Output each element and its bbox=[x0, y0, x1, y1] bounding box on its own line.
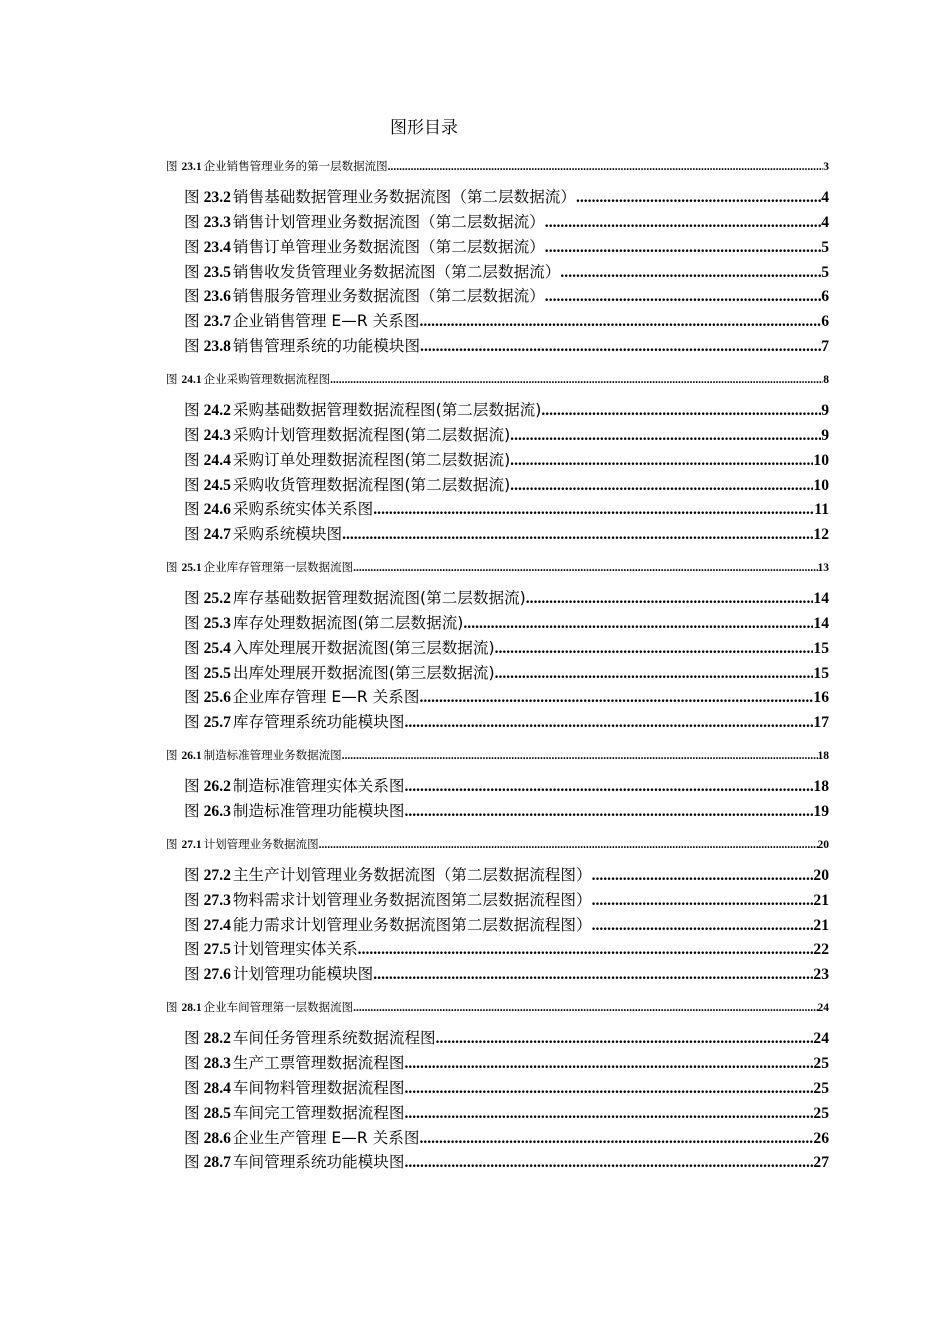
toc-entry-title: 采购计划管理数据流程图(第二层数据流) bbox=[232, 425, 511, 444]
toc-entry-page: 10 bbox=[813, 451, 829, 469]
toc-entry-number: 27.3 bbox=[203, 891, 231, 909]
toc-entry-number: 27.4 bbox=[203, 916, 231, 934]
toc-entry-leader bbox=[353, 999, 817, 1016]
toc-entry-prefix: 图 bbox=[184, 450, 200, 469]
toc-entry-prefix: 图 bbox=[184, 500, 200, 519]
toc-entry-leader bbox=[330, 371, 823, 388]
toc-entry-page: 18 bbox=[817, 750, 829, 763]
toc-entry-number: 28.4 bbox=[203, 1079, 231, 1097]
toc-sub-entry[interactable] bbox=[184, 963, 829, 986]
toc-sub-entry[interactable] bbox=[184, 211, 829, 234]
toc-entry-number: 27.2 bbox=[203, 866, 231, 884]
toc-entry-title: 企业库存管理第一层数据流图 bbox=[203, 560, 354, 575]
toc-sub-entry[interactable] bbox=[184, 662, 829, 685]
toc-sub-entry[interactable] bbox=[184, 889, 829, 912]
toc-entry-prefix: 图 bbox=[184, 237, 200, 256]
toc-entry-title: 企业库存管理 E—R 关系图 bbox=[232, 688, 420, 707]
toc-sub-entry[interactable] bbox=[184, 424, 829, 447]
toc-entry-number: 23.4 bbox=[203, 238, 231, 256]
toc-entry-page: 10 bbox=[813, 476, 829, 494]
toc-entry-number: 24.5 bbox=[203, 476, 231, 494]
toc-main-entry[interactable] bbox=[166, 746, 829, 764]
toc-entry-number: 27.1 bbox=[181, 838, 202, 851]
toc-entry-title: 主生产计划管理业务数据流图（第二层数据流程图） bbox=[232, 865, 592, 884]
toc-entry-leader bbox=[576, 186, 821, 209]
toc-entry-title: 能力需求计划管理业务数据流图第二层数据流程图） bbox=[232, 915, 592, 934]
toc-entry-prefix: 图 bbox=[184, 802, 200, 820]
toc-entry-page: 20 bbox=[813, 866, 829, 884]
toc-entry-prefix: 图 bbox=[184, 890, 200, 909]
toc-entry-title: 销售基础数据管理业务数据流图（第二层数据流） bbox=[232, 188, 576, 206]
toc-entry-number: 27.6 bbox=[203, 966, 231, 984]
toc-entry-leader bbox=[358, 938, 814, 961]
toc-sub-entry[interactable] bbox=[184, 711, 829, 734]
toc-entry-page: 25 bbox=[813, 1104, 829, 1122]
toc-entry-prefix: 图 bbox=[184, 638, 200, 657]
toc-entry-leader bbox=[319, 836, 818, 853]
toc-entry-title: 销售计划管理业务数据流图（第二层数据流） bbox=[232, 212, 545, 231]
toc-entry-number: 28.2 bbox=[203, 1030, 231, 1048]
toc-entry-number: 24.2 bbox=[203, 401, 231, 419]
toc-entry-title: 生产工票管理数据流程图 bbox=[232, 1053, 405, 1072]
toc-entry-number: 25.7 bbox=[203, 714, 231, 732]
toc-entry-leader bbox=[560, 261, 821, 284]
toc-entry-prefix: 图 bbox=[184, 865, 200, 884]
toc-entry-number: 25.5 bbox=[203, 664, 231, 682]
toc-entry-prefix: 图 bbox=[184, 965, 200, 984]
toc-entry-leader bbox=[404, 1077, 813, 1100]
toc-entry-leader bbox=[436, 1027, 814, 1050]
toc-entry-page: 12 bbox=[813, 526, 829, 544]
toc-entry-prefix: 图 bbox=[184, 713, 200, 732]
toc-entry-number: 26.1 bbox=[181, 750, 202, 763]
toc-sub-entry[interactable] bbox=[184, 335, 829, 358]
toc-entry-title: 制造标准管理业务数据流图 bbox=[203, 748, 342, 763]
toc-entry-page: 26 bbox=[813, 1129, 829, 1147]
toc-entry-number: 28.5 bbox=[203, 1104, 231, 1122]
toc-entry-prefix: 图 bbox=[166, 1000, 178, 1015]
toc-sub-entry[interactable] bbox=[184, 474, 829, 497]
toc-entry-title: 采购系统实体关系图 bbox=[232, 500, 374, 519]
toc-entry-prefix: 图 bbox=[184, 425, 200, 444]
toc-entry-prefix: 图 bbox=[184, 475, 200, 494]
toc-entry-leader bbox=[495, 637, 814, 660]
toc-sub-entry[interactable] bbox=[184, 1027, 829, 1050]
toc-entry-page: 24 bbox=[817, 1002, 829, 1015]
toc-entry-title: 采购订单处理数据流程图(第二层数据流) bbox=[232, 450, 511, 469]
toc-entry-page: 20 bbox=[817, 838, 829, 851]
toc-main-entry[interactable] bbox=[166, 998, 829, 1016]
toc-entry-title: 物料需求计划管理业务数据流图第二层数据流程图） bbox=[232, 890, 592, 909]
toc-entry-leader bbox=[404, 711, 813, 734]
toc-entry-page: 13 bbox=[817, 562, 829, 575]
toc-entry-number: 28.1 bbox=[181, 1002, 202, 1015]
toc-entry-prefix: 图 bbox=[184, 287, 200, 306]
toc-entry-number: 28.3 bbox=[203, 1054, 231, 1072]
toc-entry-page: 11 bbox=[814, 501, 829, 519]
toc-entry-prefix: 图 bbox=[184, 589, 200, 608]
toc-entry-prefix: 图 bbox=[184, 212, 200, 231]
toc-sub-entry[interactable] bbox=[184, 1127, 829, 1150]
toc-entry-prefix: 图 bbox=[184, 525, 200, 544]
toc-entry-prefix: 图 bbox=[184, 1053, 200, 1072]
toc-entry-number: 25.2 bbox=[203, 590, 231, 608]
toc-entry-leader bbox=[510, 474, 813, 497]
toc-entry-leader bbox=[419, 310, 821, 333]
toc-sub-entry[interactable] bbox=[184, 523, 829, 546]
toc-entry-number: 25.4 bbox=[203, 639, 231, 657]
toc-entry-leader bbox=[404, 1102, 813, 1125]
toc-entry-leader bbox=[342, 747, 818, 764]
toc-entry-page: 24 bbox=[813, 1030, 829, 1048]
toc-entry-number: 25.1 bbox=[181, 562, 202, 575]
toc-entry-page: 17 bbox=[813, 714, 829, 732]
toc-main-entry[interactable] bbox=[166, 558, 829, 576]
toc-entry-leader bbox=[592, 914, 814, 937]
toc-entry-page: 21 bbox=[813, 891, 829, 909]
toc-entry-title: 企业销售管理业务的第一层数据流图 bbox=[203, 159, 388, 173]
toc-entry-number: 25.6 bbox=[203, 689, 231, 707]
toc-entry-title: 入库处理展开数据流图(第三层数据流) bbox=[232, 638, 495, 657]
toc-entry-title: 车间任务管理系统数据流程图 bbox=[232, 1029, 436, 1048]
toc-entry-page: 6 bbox=[821, 288, 829, 306]
toc-entry-prefix: 图 bbox=[184, 1078, 200, 1097]
toc-sub-entry[interactable] bbox=[184, 637, 829, 660]
toc-sub-entry[interactable] bbox=[184, 686, 829, 709]
toc-sub-entry[interactable] bbox=[184, 914, 829, 937]
toc-entry-page: 8 bbox=[823, 373, 829, 386]
toc-entry-number: 27.5 bbox=[203, 941, 231, 959]
toc-entry-prefix: 图 bbox=[166, 560, 178, 575]
toc-entry-title: 企业车间管理第一层数据流图 bbox=[203, 1000, 354, 1015]
toc-entry-number: 24.1 bbox=[181, 373, 202, 386]
toc-entry-page: 6 bbox=[821, 313, 829, 331]
toc-entry-number: 26.2 bbox=[203, 778, 231, 796]
toc-entry-page: 5 bbox=[821, 263, 829, 281]
toc-entry-prefix: 图 bbox=[184, 1103, 200, 1122]
toc-entry-prefix: 图 bbox=[184, 688, 200, 707]
toc-entry-page: 14 bbox=[813, 590, 829, 608]
toc-entry-prefix: 图 bbox=[184, 400, 200, 419]
toc-sub-entry[interactable] bbox=[184, 186, 829, 209]
toc-entry-prefix: 图 bbox=[184, 337, 200, 356]
toc-entry-prefix: 图 bbox=[166, 371, 178, 386]
toc-entry-leader bbox=[541, 399, 821, 422]
toc-entry-title: 车间物料管理数据流程图 bbox=[232, 1078, 405, 1097]
toc-entry-title: 出库处理展开数据流图(第三层数据流) bbox=[232, 663, 495, 682]
toc-entry-title: 库存基础数据管理数据流图(第二层数据流) bbox=[232, 589, 526, 608]
toc-entry-leader bbox=[373, 963, 813, 986]
toc-entry-leader bbox=[353, 559, 817, 576]
toc-entry-number: 23.1 bbox=[181, 161, 202, 173]
toc-entry-title: 车间管理系统功能模块图 bbox=[232, 1153, 405, 1172]
toc-entry-leader bbox=[545, 211, 821, 234]
toc-entry-leader bbox=[545, 236, 821, 259]
toc-entry-leader bbox=[342, 523, 813, 546]
toc-entry-number: 23.6 bbox=[203, 288, 231, 306]
toc-entry-number: 25.3 bbox=[203, 614, 231, 632]
toc-sub-entry[interactable] bbox=[184, 1102, 829, 1125]
toc-entry-leader bbox=[510, 424, 821, 447]
toc-entry-title: 计划管理实体关系 bbox=[232, 940, 358, 959]
toc-entry-prefix: 图 bbox=[184, 262, 200, 281]
toc-entry-title: 库存管理系统功能模块图 bbox=[232, 713, 405, 732]
toc-entry-prefix: 图 bbox=[184, 1128, 200, 1147]
toc-entry-number: 24.4 bbox=[203, 451, 231, 469]
toc-entry-title: 销售服务管理业务数据流图（第二层数据流） bbox=[232, 287, 545, 306]
toc-sub-entry[interactable] bbox=[184, 864, 829, 887]
toc-entry-leader bbox=[545, 285, 821, 308]
toc-entry-page: 18 bbox=[813, 778, 829, 796]
toc-sub-entry[interactable] bbox=[184, 1052, 829, 1075]
toc-sub-entry[interactable] bbox=[184, 498, 829, 521]
toc-entry-leader bbox=[404, 800, 813, 823]
toc-entry-leader bbox=[592, 889, 814, 912]
toc-entry-page: 23 bbox=[813, 966, 829, 984]
toc-main-entry[interactable] bbox=[166, 370, 829, 388]
toc-entry-number: 28.6 bbox=[203, 1129, 231, 1147]
toc-sub-entry[interactable] bbox=[184, 236, 829, 259]
toc-entry-prefix: 图 bbox=[184, 915, 200, 934]
toc-main-entry[interactable] bbox=[166, 835, 829, 853]
toc-entry-page: 15 bbox=[813, 664, 829, 682]
toc-entry-page: 9 bbox=[821, 401, 829, 419]
toc-entry-number: 24.6 bbox=[203, 501, 231, 519]
toc-sub-entry[interactable] bbox=[184, 399, 829, 422]
toc-entry-title: 计划管理业务数据流图 bbox=[203, 836, 319, 851]
toc-entry-leader bbox=[419, 686, 813, 709]
toc-entry-prefix: 图 bbox=[184, 663, 200, 682]
toc-entry-number: 23.3 bbox=[203, 213, 231, 231]
toc-entry-title: 销售管理系统的功能模块图 bbox=[232, 337, 421, 356]
toc-entry-leader bbox=[419, 1127, 813, 1150]
toc-entry-leader bbox=[463, 612, 813, 635]
toc-sub-entry[interactable] bbox=[184, 800, 829, 823]
toc-entry-page: 19 bbox=[813, 803, 829, 820]
toc-entry-leader bbox=[592, 864, 814, 887]
toc-main-entry[interactable] bbox=[166, 157, 829, 175]
toc-entry-page: 16 bbox=[813, 689, 829, 707]
toc-entry-number: 24.7 bbox=[203, 526, 231, 544]
toc-entry-page: 7 bbox=[821, 338, 829, 356]
toc-entry-leader bbox=[495, 662, 814, 685]
toc-entry-prefix: 图 bbox=[184, 312, 200, 331]
toc-entry-page: 21 bbox=[813, 916, 829, 934]
toc-entry-number: 23.7 bbox=[203, 313, 231, 331]
toc-entry-page: 25 bbox=[813, 1079, 829, 1097]
toc-entry-page: 4 bbox=[821, 213, 829, 231]
toc-entry-number: 23.2 bbox=[203, 189, 231, 206]
toc-entry-page: 27 bbox=[813, 1154, 829, 1172]
toc-entry-page: 14 bbox=[813, 614, 829, 632]
toc-sub-entry[interactable] bbox=[184, 775, 829, 798]
toc-entry-page: 3 bbox=[823, 161, 829, 173]
toc-entry-number: 28.7 bbox=[203, 1154, 231, 1172]
toc-entry-title: 制造标准管理实体关系图 bbox=[232, 777, 405, 796]
toc-entry-title: 车间完工管理数据流程图 bbox=[232, 1103, 405, 1122]
toc-entry-title: 企业采购管理数据流程图 bbox=[203, 371, 331, 386]
toc-entry-prefix: 图 bbox=[166, 159, 178, 173]
toc-entry-title: 计划管理功能模块图 bbox=[232, 965, 374, 984]
toc-entry-prefix: 图 bbox=[166, 748, 178, 763]
toc-sub-entry[interactable] bbox=[184, 261, 829, 284]
toc-entry-prefix: 图 bbox=[166, 836, 178, 851]
toc-entry-leader bbox=[510, 449, 813, 472]
toc-entry-prefix: 图 bbox=[184, 188, 200, 206]
toc-entry-leader bbox=[373, 498, 814, 521]
toc-entry-prefix: 图 bbox=[184, 940, 200, 959]
toc-entry-title: 采购系统模块图 bbox=[232, 525, 343, 544]
toc-entry-leader bbox=[388, 158, 824, 175]
toc-entry-title: 库存处理数据流图(第二层数据流) bbox=[232, 613, 464, 632]
toc-entry-title: 制造标准管理功能模块图 bbox=[232, 802, 405, 820]
toc-sub-entry[interactable] bbox=[184, 449, 829, 472]
toc-sub-entry[interactable] bbox=[184, 612, 829, 635]
toc-entry-prefix: 图 bbox=[184, 1153, 200, 1172]
toc-entry-leader bbox=[404, 775, 813, 798]
toc-entry-page: 22 bbox=[813, 941, 829, 959]
toc-sub-entry[interactable] bbox=[184, 1077, 829, 1100]
toc-entry-page: 5 bbox=[821, 238, 829, 256]
toc-sub-entry[interactable] bbox=[184, 310, 829, 333]
toc-entry-number: 23.8 bbox=[203, 338, 231, 356]
toc-entry-leader bbox=[526, 587, 814, 610]
toc-sub-entry[interactable] bbox=[184, 285, 829, 308]
toc-entry-prefix: 图 bbox=[184, 613, 200, 632]
toc-entry-leader bbox=[404, 1151, 813, 1174]
toc-entry-title: 企业销售管理 E—R 关系图 bbox=[232, 312, 420, 331]
toc-entry-leader bbox=[404, 1052, 813, 1075]
toc-sub-entry[interactable] bbox=[184, 587, 829, 610]
toc-entry-page: 9 bbox=[821, 426, 829, 444]
toc-entry-title: 销售订单管理业务数据流图（第二层数据流） bbox=[232, 237, 545, 256]
toc-sub-entry[interactable] bbox=[184, 938, 829, 961]
toc-entry-page: 25 bbox=[813, 1054, 829, 1072]
toc-entry-leader bbox=[420, 335, 821, 358]
toc-entry-page: 15 bbox=[813, 639, 829, 657]
toc-entry-number: 23.5 bbox=[203, 263, 231, 281]
toc-entry-prefix: 图 bbox=[184, 1029, 200, 1048]
toc-entry-title: 企业生产管理 E—R 关系图 bbox=[232, 1128, 420, 1147]
toc-entry-page: 4 bbox=[821, 189, 829, 206]
toc-entry-prefix: 图 bbox=[184, 777, 200, 796]
toc-entry-number: 24.3 bbox=[203, 426, 231, 444]
toc-entry-number: 26.3 bbox=[203, 803, 231, 820]
toc-entry-title: 采购基础数据管理数据流程图(第二层数据流) bbox=[232, 400, 542, 419]
toc-entry-title: 采购收货管理数据流程图(第二层数据流) bbox=[232, 475, 511, 494]
page-title: 图形目录 bbox=[390, 118, 458, 138]
toc-entry-title: 销售收发货管理业务数据流图（第二层数据流） bbox=[232, 262, 561, 281]
toc-sub-entry[interactable] bbox=[184, 1151, 829, 1174]
